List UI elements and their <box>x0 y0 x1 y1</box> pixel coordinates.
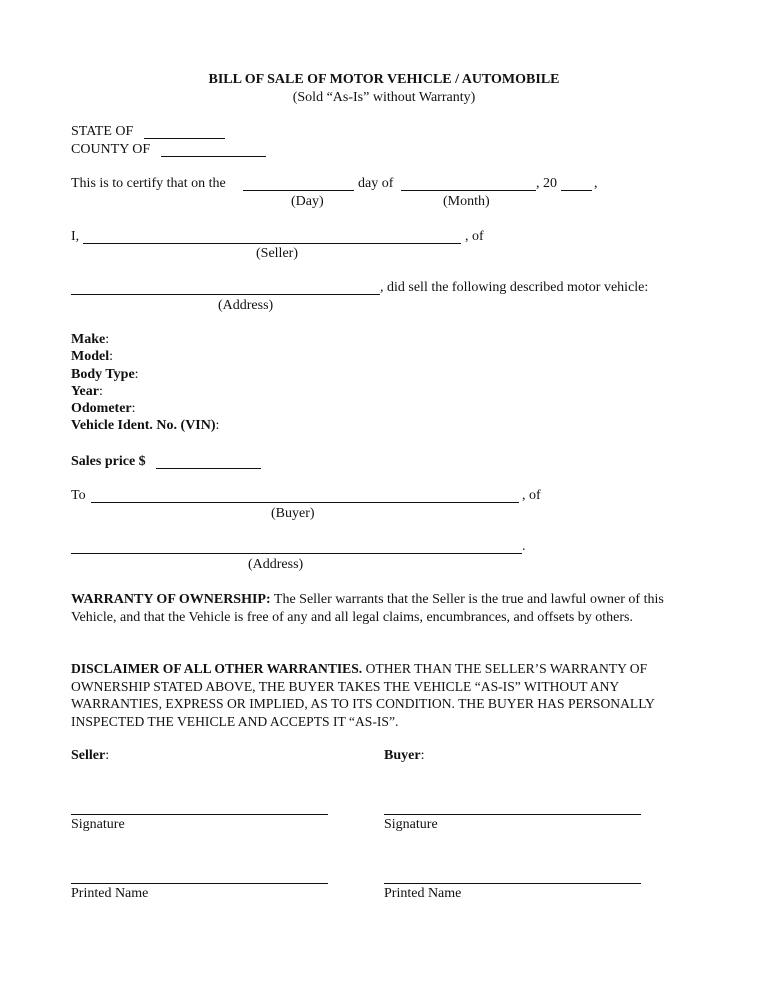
seller-address-suffix: , did sell the following described motor vehicle: <box>380 280 649 295</box>
county-label: COUNTY OF <box>71 142 151 157</box>
vehicle-year <box>71 383 103 400</box>
document-title: BILL OF SALE OF MOTOR VEHICLE / AUTOMOBILE <box>208 72 560 87</box>
warranty-paragraph <box>71 591 691 626</box>
model-label: Model <box>71 349 110 364</box>
vehicle-odometer <box>71 400 136 417</box>
disclaimer-paragraph <box>71 660 696 730</box>
seller-name-blank-line[interactable] <box>83 243 461 244</box>
buyer-address-caption: (Address) <box>248 557 304 572</box>
buyer-signature-line[interactable] <box>384 814 641 815</box>
odometer-label: Odometer <box>71 401 132 416</box>
seller-signature-caption: Signature <box>71 817 125 832</box>
certify-prefix: This is to certify that on the <box>71 176 226 191</box>
buyer-signature-caption: Signature <box>384 817 438 832</box>
vin-colon: : <box>215 418 220 433</box>
buyer-signature-heading <box>384 747 424 764</box>
seller-address-blank-line[interactable] <box>71 294 380 295</box>
county-blank-line[interactable] <box>161 156 266 157</box>
day-caption: (Day) <box>291 194 324 209</box>
seller-address-caption: (Address) <box>218 298 274 313</box>
disclaimer-heading: DISCLAIMER OF ALL OTHER WARRANTIES. <box>71 661 363 676</box>
buyer-name-blank-line[interactable] <box>91 502 519 503</box>
month-blank-line[interactable] <box>401 190 536 191</box>
state-blank-line[interactable] <box>144 138 225 139</box>
vehicle-vin <box>71 417 219 434</box>
seller-suffix: , of <box>465 229 484 244</box>
warranty-text: The Seller warrants that the Seller is the true and lawful owner of this Vehicle, and that the Vehicle is free of any and all legal claims, encumbrances, and offsets by others. <box>71 592 664 625</box>
vehicle-make <box>71 331 109 348</box>
buyer-printed-name-caption: Printed Name <box>384 886 462 901</box>
certify-day-of: day of <box>358 176 394 191</box>
body-type-label: Body Type <box>71 367 135 382</box>
vin-label: Vehicle Ident. No. (VIN) <box>71 418 216 433</box>
vehicle-model <box>71 348 113 365</box>
model-colon: : <box>109 349 113 364</box>
buyer-label: Buyer <box>384 748 421 763</box>
state-label: STATE OF <box>71 124 134 139</box>
year-blank-line[interactable] <box>561 190 592 191</box>
seller-label: Seller <box>71 748 106 763</box>
make-colon: : <box>105 332 110 347</box>
make-label: Make <box>71 332 106 347</box>
disclaimer-text: OTHER THAN THE SELLER’S WARRANTY OF OWNERSHIP STATED ABOVE, THE BUYER TAKES THE VEHICLE “AS-IS” WITHOUT ANY WARRANTIES, EXPRESS OR IMPLIED, AS TO ITS CONDITION. THE BUYER HAS PERSONALLY INSPECTED THE VEHICLE AND ACCEPTS IT “AS-IS”. <box>71 661 655 729</box>
sales-price-blank-line[interactable] <box>156 468 261 469</box>
document-subtitle: (Sold “As-Is” without Warranty) <box>292 90 476 105</box>
odometer-colon: : <box>131 401 136 416</box>
buyer-caption: (Buyer) <box>271 506 315 521</box>
year-colon: : <box>99 384 103 399</box>
seller-printed-name-line[interactable] <box>71 883 328 884</box>
month-caption: (Month) <box>443 194 490 209</box>
seller-printed-name-caption: Printed Name <box>71 886 149 901</box>
body-type-colon: : <box>134 367 139 382</box>
seller-caption: (Seller) <box>256 246 298 261</box>
certify-comma: , <box>594 176 598 191</box>
buyer-suffix: , of <box>522 488 541 503</box>
seller-prefix: I, <box>71 229 80 244</box>
seller-signature-heading <box>71 747 109 764</box>
buyer-prefix: To <box>71 488 86 503</box>
sales-price-label: Sales price $ <box>71 454 146 469</box>
certify-comma-20: , 20 <box>536 176 557 191</box>
buyer-address-period: . <box>522 539 526 554</box>
year-label: Year <box>71 384 99 399</box>
buyer-address-blank-line[interactable] <box>71 553 522 554</box>
seller-colon: : <box>105 748 110 763</box>
day-blank-line[interactable] <box>243 190 354 191</box>
warranty-heading: WARRANTY OF OWNERSHIP: <box>71 592 271 607</box>
buyer-printed-name-line[interactable] <box>384 883 641 884</box>
seller-signature-line[interactable] <box>71 814 328 815</box>
buyer-colon: : <box>420 748 425 763</box>
vehicle-body-type <box>71 366 139 383</box>
